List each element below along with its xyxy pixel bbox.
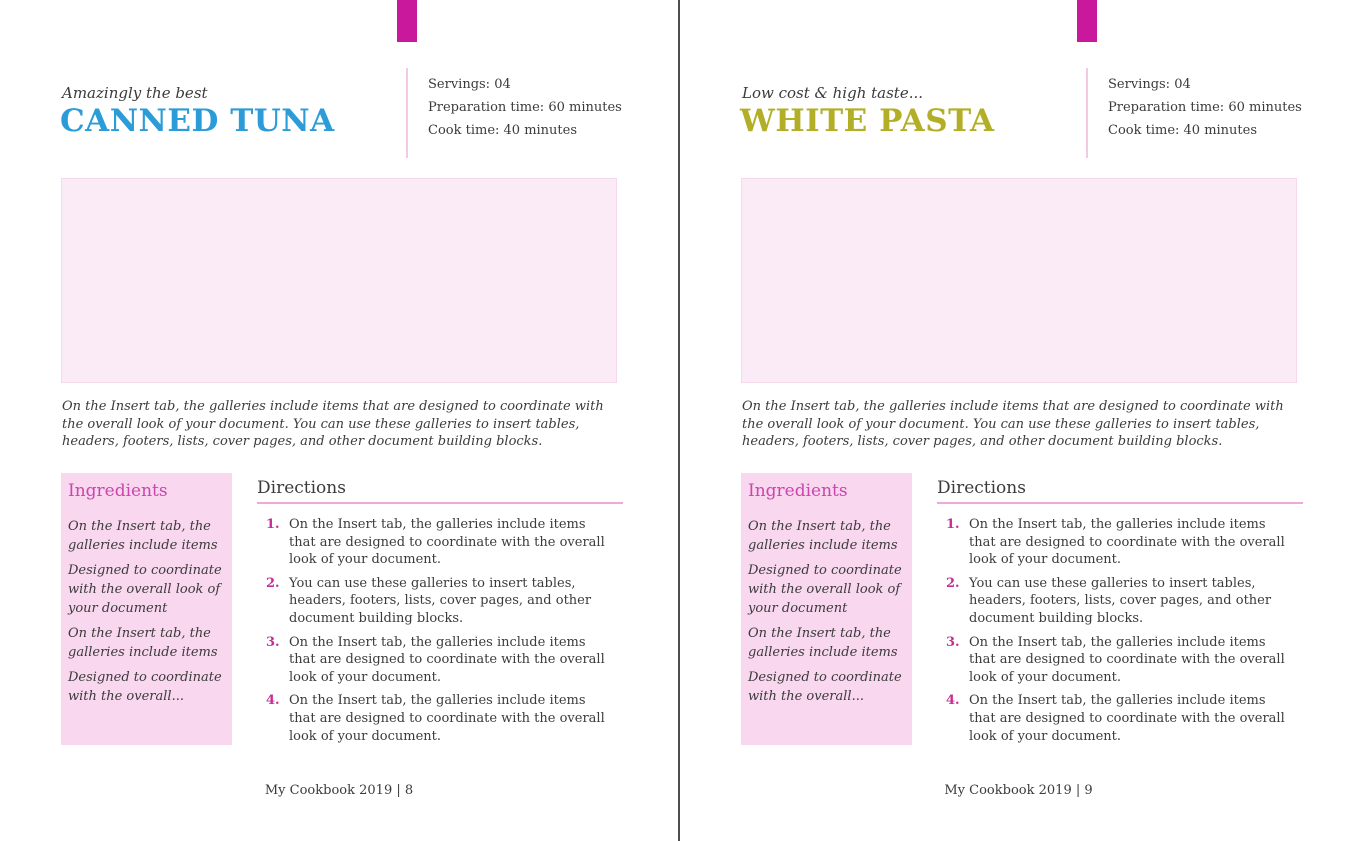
step-number: 4. bbox=[266, 693, 280, 709]
direction-step bbox=[257, 516, 623, 569]
recipe-tagline: Amazingly the best bbox=[62, 84, 208, 102]
step-text: On the Insert tab, the galleries include items that are designed to coordinate with the overall look of your document. bbox=[289, 517, 605, 568]
direction-step bbox=[937, 516, 1303, 569]
servings-label: Servings: 04 bbox=[1108, 77, 1191, 92]
step-number: 2. bbox=[266, 575, 280, 591]
ingredient-item: Designed to coordinate with the overall look of your document bbox=[748, 563, 902, 616]
meta-divider-line bbox=[1086, 68, 1088, 158]
ingredient-item: Designed to coordinate with the overall... bbox=[748, 670, 902, 704]
step-text: On the Insert tab, the galleries include items that are designed to coordinate with the overall look of your document. bbox=[289, 634, 605, 685]
recipe-meta bbox=[428, 78, 622, 147]
ingredient-item: Designed to coordinate with the overall... bbox=[68, 670, 222, 704]
step-text: You can use these galleries to insert tables, headers, footers, lists, cover pages, and other document building blocks. bbox=[289, 575, 592, 626]
step-number: 4. bbox=[946, 693, 960, 709]
direction-step bbox=[937, 575, 1303, 628]
ingredient-item: On the Insert tab, the galleries include items bbox=[748, 626, 898, 660]
direction-step bbox=[937, 692, 1303, 745]
recipe-image-placeholder bbox=[741, 178, 1297, 383]
step-number: 2. bbox=[946, 575, 960, 591]
recipe-meta bbox=[1108, 78, 1302, 147]
ingredients-heading: Ingredients bbox=[68, 481, 168, 501]
direction-step bbox=[937, 634, 1303, 687]
cook-time-label: Cook time: 40 minutes bbox=[1108, 123, 1258, 138]
step-text: You can use these galleries to insert tables, headers, footers, lists, cover pages, and other document building blocks. bbox=[969, 575, 1272, 626]
recipe-title: CANNED TUNA bbox=[60, 103, 335, 139]
recipe-description: On the Insert tab, the galleries include items that are designed to coordinate with the overall look of your document. You can use these galleries to insert tables, headers, footers, lists, cover pages, and other document building blocks. bbox=[742, 399, 1284, 450]
prep-time-label: Preparation time: 60 minutes bbox=[1108, 100, 1302, 115]
step-number: 3. bbox=[266, 634, 280, 650]
page-left bbox=[0, 0, 678, 841]
ingredients-panel bbox=[61, 473, 232, 745]
meta-divider-line bbox=[406, 68, 408, 158]
bookmark-ribbon bbox=[397, 0, 417, 42]
ingredient-item: On the Insert tab, the galleries include items bbox=[68, 519, 218, 553]
directions-heading: Directions bbox=[257, 478, 346, 498]
ingredients-panel bbox=[741, 473, 912, 745]
bookmark-ribbon bbox=[1077, 0, 1097, 42]
ingredient-item: On the Insert tab, the galleries include items bbox=[68, 626, 218, 660]
page-footer: My Cookbook 2019 | 9 bbox=[944, 783, 1093, 798]
step-number: 3. bbox=[946, 634, 960, 650]
directions-underline bbox=[937, 502, 1303, 504]
page-right bbox=[680, 0, 1357, 841]
step-text: On the Insert tab, the galleries include items that are designed to coordinate with the overall look of your document. bbox=[969, 634, 1285, 685]
directions-underline bbox=[257, 502, 623, 504]
directions-heading: Directions bbox=[937, 478, 1026, 498]
directions-list bbox=[937, 516, 1303, 751]
direction-step bbox=[257, 634, 623, 687]
cook-time-label: Cook time: 40 minutes bbox=[428, 123, 578, 138]
page-footer: My Cookbook 2019 | 8 bbox=[264, 783, 414, 798]
step-text: On the Insert tab, the galleries include items that are designed to coordinate with the overall look of your document. bbox=[969, 693, 1285, 744]
step-number: 1. bbox=[266, 517, 280, 532]
step-text: On the Insert tab, the galleries include items that are designed to coordinate with the overall look of your document. bbox=[289, 693, 605, 744]
step-text: On the Insert tab, the galleries include items that are designed to coordinate with the overall look of your document. bbox=[969, 517, 1285, 568]
recipe-tagline: Low cost & high taste... bbox=[742, 84, 924, 102]
servings-label: Servings: 04 bbox=[428, 77, 511, 92]
direction-step bbox=[257, 692, 623, 745]
ingredient-item: Designed to coordinate with the overall look of your document bbox=[68, 563, 222, 616]
ingredient-item: On the Insert tab, the galleries include items bbox=[748, 519, 898, 553]
recipe-description: On the Insert tab, the galleries include items that are designed to coordinate with the overall look of your document. You can use these galleries to insert tables, headers, footers, lists, cover pages, and other document building blocks. bbox=[62, 399, 604, 450]
ingredients-heading: Ingredients bbox=[748, 481, 848, 501]
recipe-image-placeholder bbox=[61, 178, 617, 383]
prep-time-label: Preparation time: 60 minutes bbox=[428, 100, 622, 115]
recipe-title: WHITE PASTA bbox=[740, 103, 995, 139]
direction-step bbox=[257, 575, 623, 628]
step-number: 1. bbox=[946, 517, 960, 532]
directions-list bbox=[257, 516, 623, 751]
